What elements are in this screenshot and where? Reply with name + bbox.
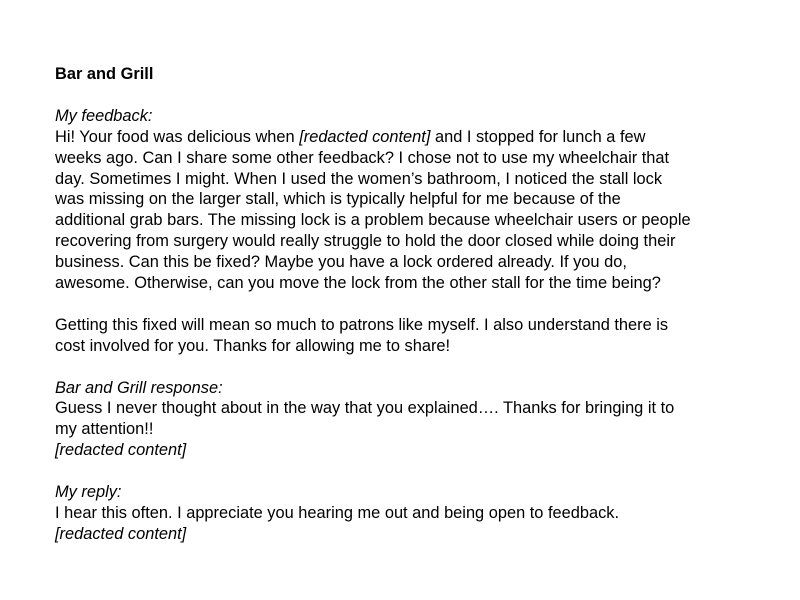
- feedback-line: additional grab bars. The missing lock is a problem because wheelchair users or people: [55, 211, 691, 230]
- document: [55, 64, 775, 545]
- feedback-line: was missing on the larger stall, which is typically helpful for me because of the: [55, 190, 621, 209]
- redacted-inline: [redacted content]: [299, 127, 431, 146]
- feedback-followup-paragraph: [55, 315, 775, 357]
- response-line: my attention!!: [55, 420, 154, 439]
- feedback-line: business. Can this be fixed? Maybe you have a lock ordered already. If you do,: [55, 253, 627, 272]
- response-heading: Bar and Grill response:: [55, 378, 223, 397]
- feedback-line: weeks ago. Can I share some other feedback? I chose not to use my wheelchair that: [55, 148, 670, 167]
- feedback-paragraph: [55, 127, 775, 294]
- feedback-line: Hi! Your food was delicious when [redacted content] and I stopped for lunch a few: [55, 127, 646, 146]
- reply-heading: My reply:: [55, 483, 122, 502]
- document-title: Bar and Grill: [55, 65, 154, 83]
- response-line: Guess I never thought about in the way that you explained…. Thanks for bringing it to: [55, 399, 675, 418]
- followup-line: cost involved for you. Thanks for allowing me to share!: [55, 336, 451, 355]
- feedback-section: [55, 106, 775, 357]
- feedback-line: day. Sometimes I might. When I used the women’s bathroom, I noticed the stall lock: [55, 169, 663, 188]
- response-redacted: [redacted content]: [55, 441, 187, 460]
- reply-redacted: [redacted content]: [55, 524, 187, 543]
- reply-line: I hear this often. I appreciate you hearing me out and being open to feedback.: [55, 503, 620, 522]
- response-section: [55, 378, 775, 462]
- feedback-heading: My feedback:: [55, 106, 153, 125]
- followup-line: Getting this fixed will mean so much to patrons like myself. I also understand there is: [55, 315, 669, 334]
- feedback-line: recovering from surgery would really struggle to hold the door closed while doing their: [55, 232, 676, 251]
- feedback-line: awesome. Otherwise, can you move the lock from the other stall for the time being?: [55, 274, 661, 293]
- reply-section: [55, 482, 775, 545]
